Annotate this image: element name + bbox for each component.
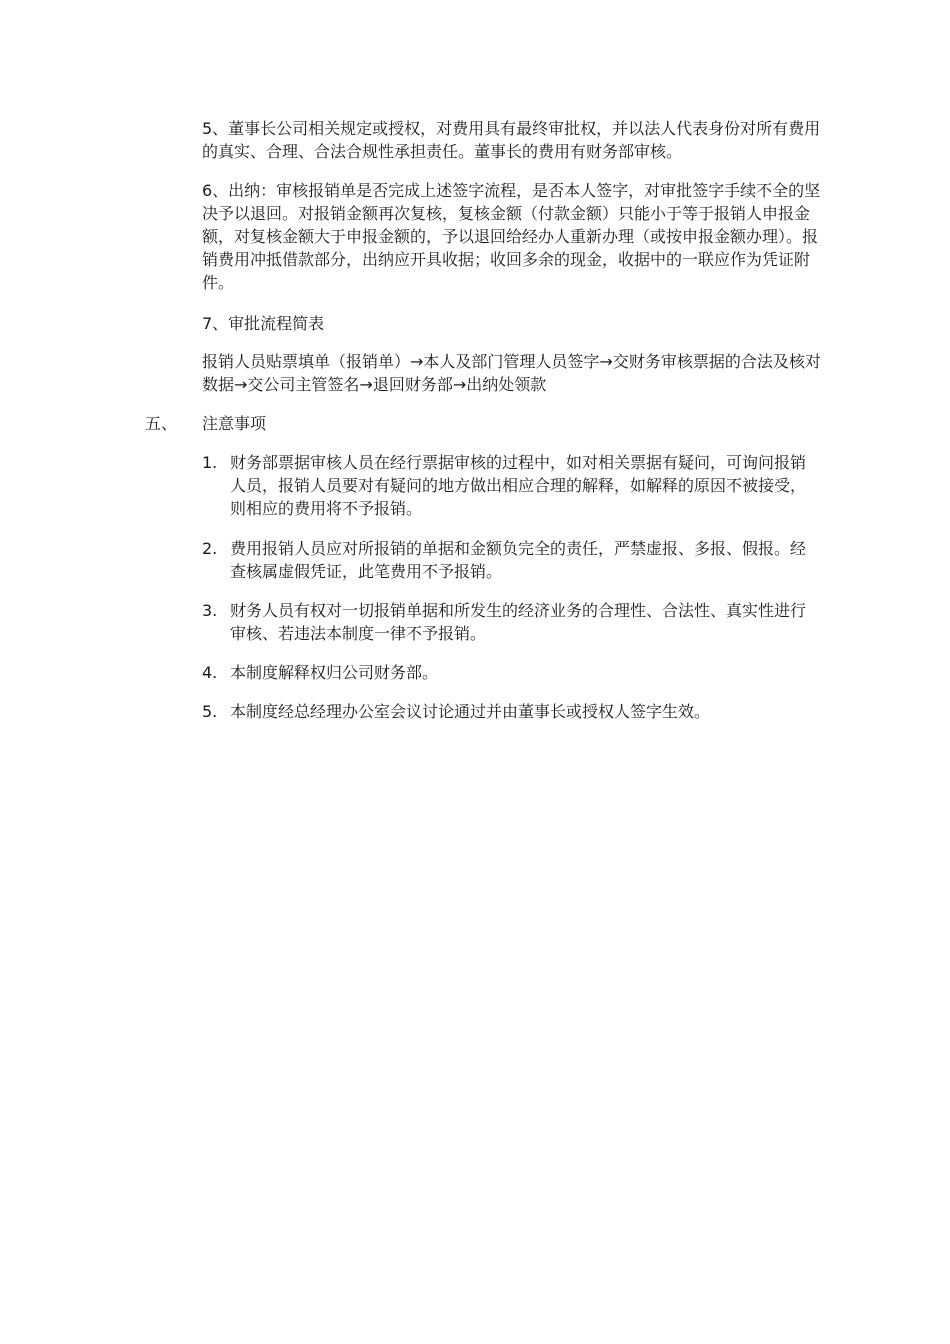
list-item-text: 财务人员有权对一切报销单据和所发生的经济业务的合理性、合法性、真实性进行审核、若违法本制度一律不予报销。	[230, 601, 807, 643]
list-marker: 1.	[202, 453, 218, 472]
list-item	[202, 661, 812, 684]
section-number: 五、	[145, 414, 178, 433]
list-item	[202, 599, 812, 645]
list-item-text: 本制度经总经理办公室会议讨论通过并由董事长或授权人签字生效。	[230, 702, 711, 721]
paragraph-chairman-authority: 5、董事长公司相关规定或授权，对费用具有最终审批权，并以法人代表身份对所有费用的真实、合理、合法合规性承担责任。董事长的费用有财务部审核。	[202, 119, 821, 161]
list-item	[202, 537, 812, 583]
list-item-text: 费用报销人员应对所报销的单据和金额负完全的责任，严禁虚报、多报、假报。经查核属虚假凭证，此笔费用不予报销。	[230, 539, 807, 581]
list-item-text: 本制度解释权归公司财务部。	[230, 663, 439, 682]
list-marker: 5.	[202, 702, 218, 721]
list-marker: 4.	[202, 663, 218, 682]
section-title: 注意事项	[202, 414, 267, 433]
list-marker: 3.	[202, 601, 218, 620]
list-item	[202, 700, 812, 723]
list-item	[202, 451, 812, 520]
paragraph-approval-flow: 报销人员贴票填单（报销单）→本人及部门管理人员签字→交财务审核票据的合法及核对数据→交公司主管签名→退回财务部→出纳处领款	[202, 352, 821, 394]
paragraph-cashier: 6、出纳：审核报销单是否完成上述签字流程，是否本人签字，对审批签字手续不全的坚决予以退回。对报销金额再次复核，复核金额（付款金额）只能小于等于报销人申报金额，对复核金额大于申报金额的，予以退回给经办人重新办理（或按申报金额办理）。报销费用冲抵借款部分，出纳应开具收据；收回多余的现金，收据中的一联应作为凭证附件。	[202, 181, 821, 292]
list-marker: 2.	[202, 539, 218, 558]
list-item-text: 财务部票据审核人员在经行票据审核的过程中，如对相关票据有疑问，可询问报销人员，报销人员要对有疑问的地方做出相应合理的解释，如解释的原因不被接受，则相应的费用将不予报销。	[230, 453, 807, 518]
paragraph-approval-flow-heading: 7、审批流程简表	[202, 314, 325, 333]
section-heading-notes	[145, 412, 266, 435]
